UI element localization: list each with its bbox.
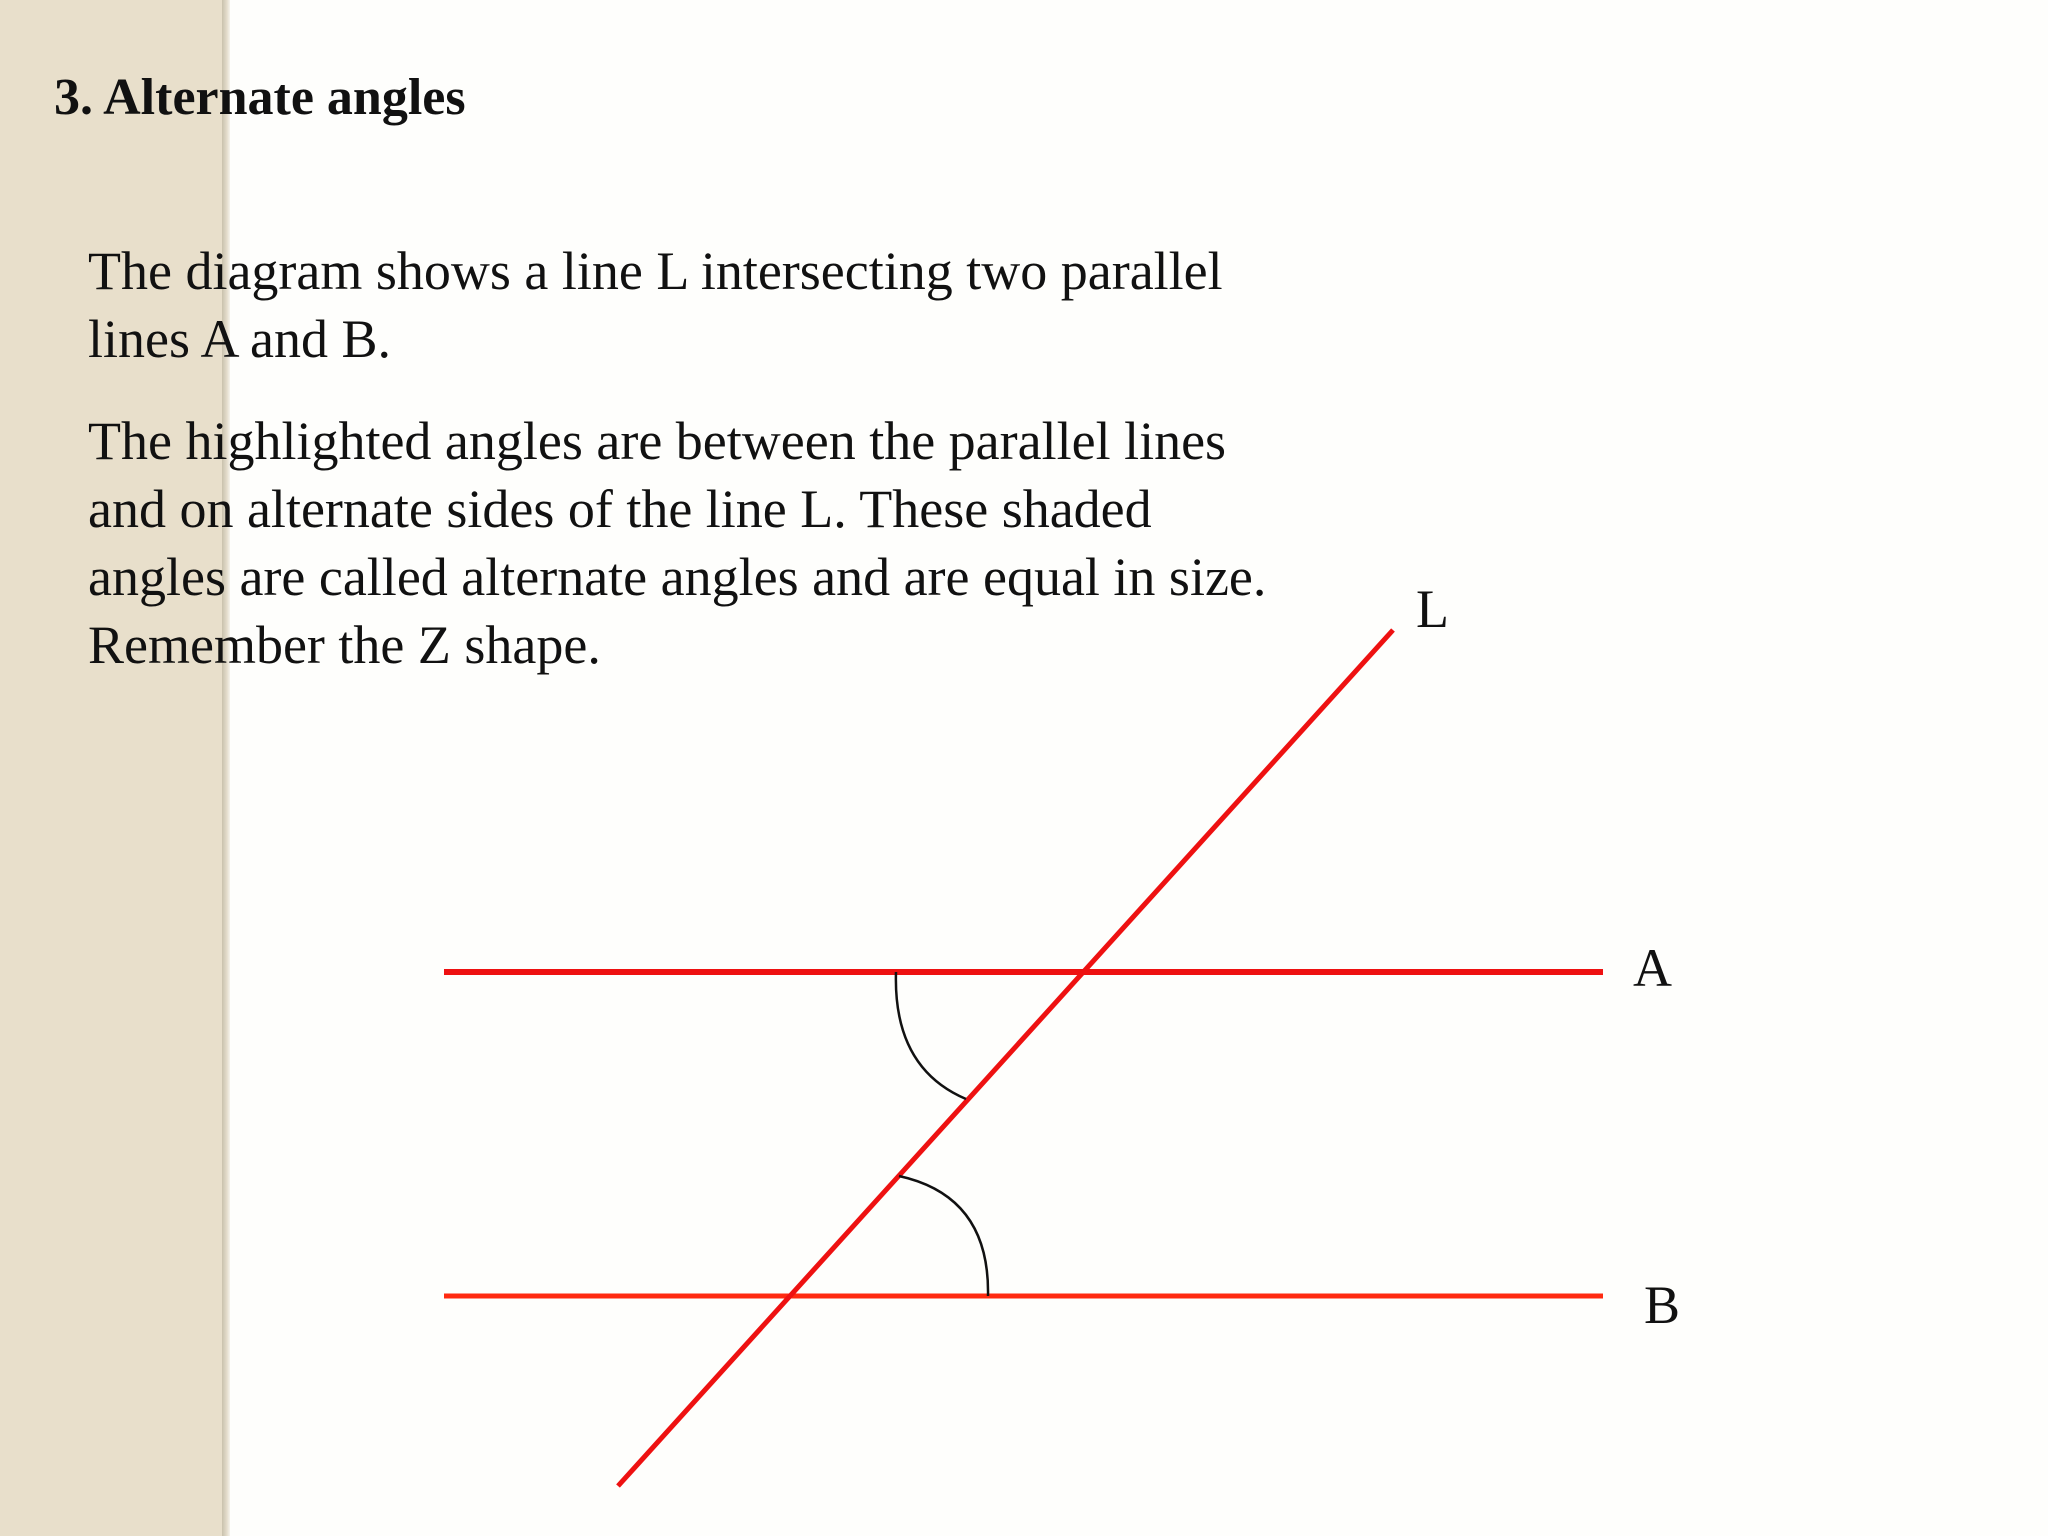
label-b: B xyxy=(1644,1275,1681,1335)
slide-title: 3. Alternate angles xyxy=(54,69,466,126)
alternate-angle-arc-top xyxy=(896,972,966,1099)
explanation-paragraph: The highlighted angles are between the parallel lines and on alternate sides of the line L. These shaded angles are called alternate angles and are equal in size. Remember the Z shape. xyxy=(88,411,1267,675)
transversal-line-l xyxy=(618,630,1393,1486)
label-l: L xyxy=(1416,579,1449,639)
intro-paragraph: The diagram shows a line L intersecting two parallel lines A and B. xyxy=(88,241,1223,369)
label-a: A xyxy=(1633,938,1672,998)
alternate-angle-arc-bottom xyxy=(899,1176,988,1296)
